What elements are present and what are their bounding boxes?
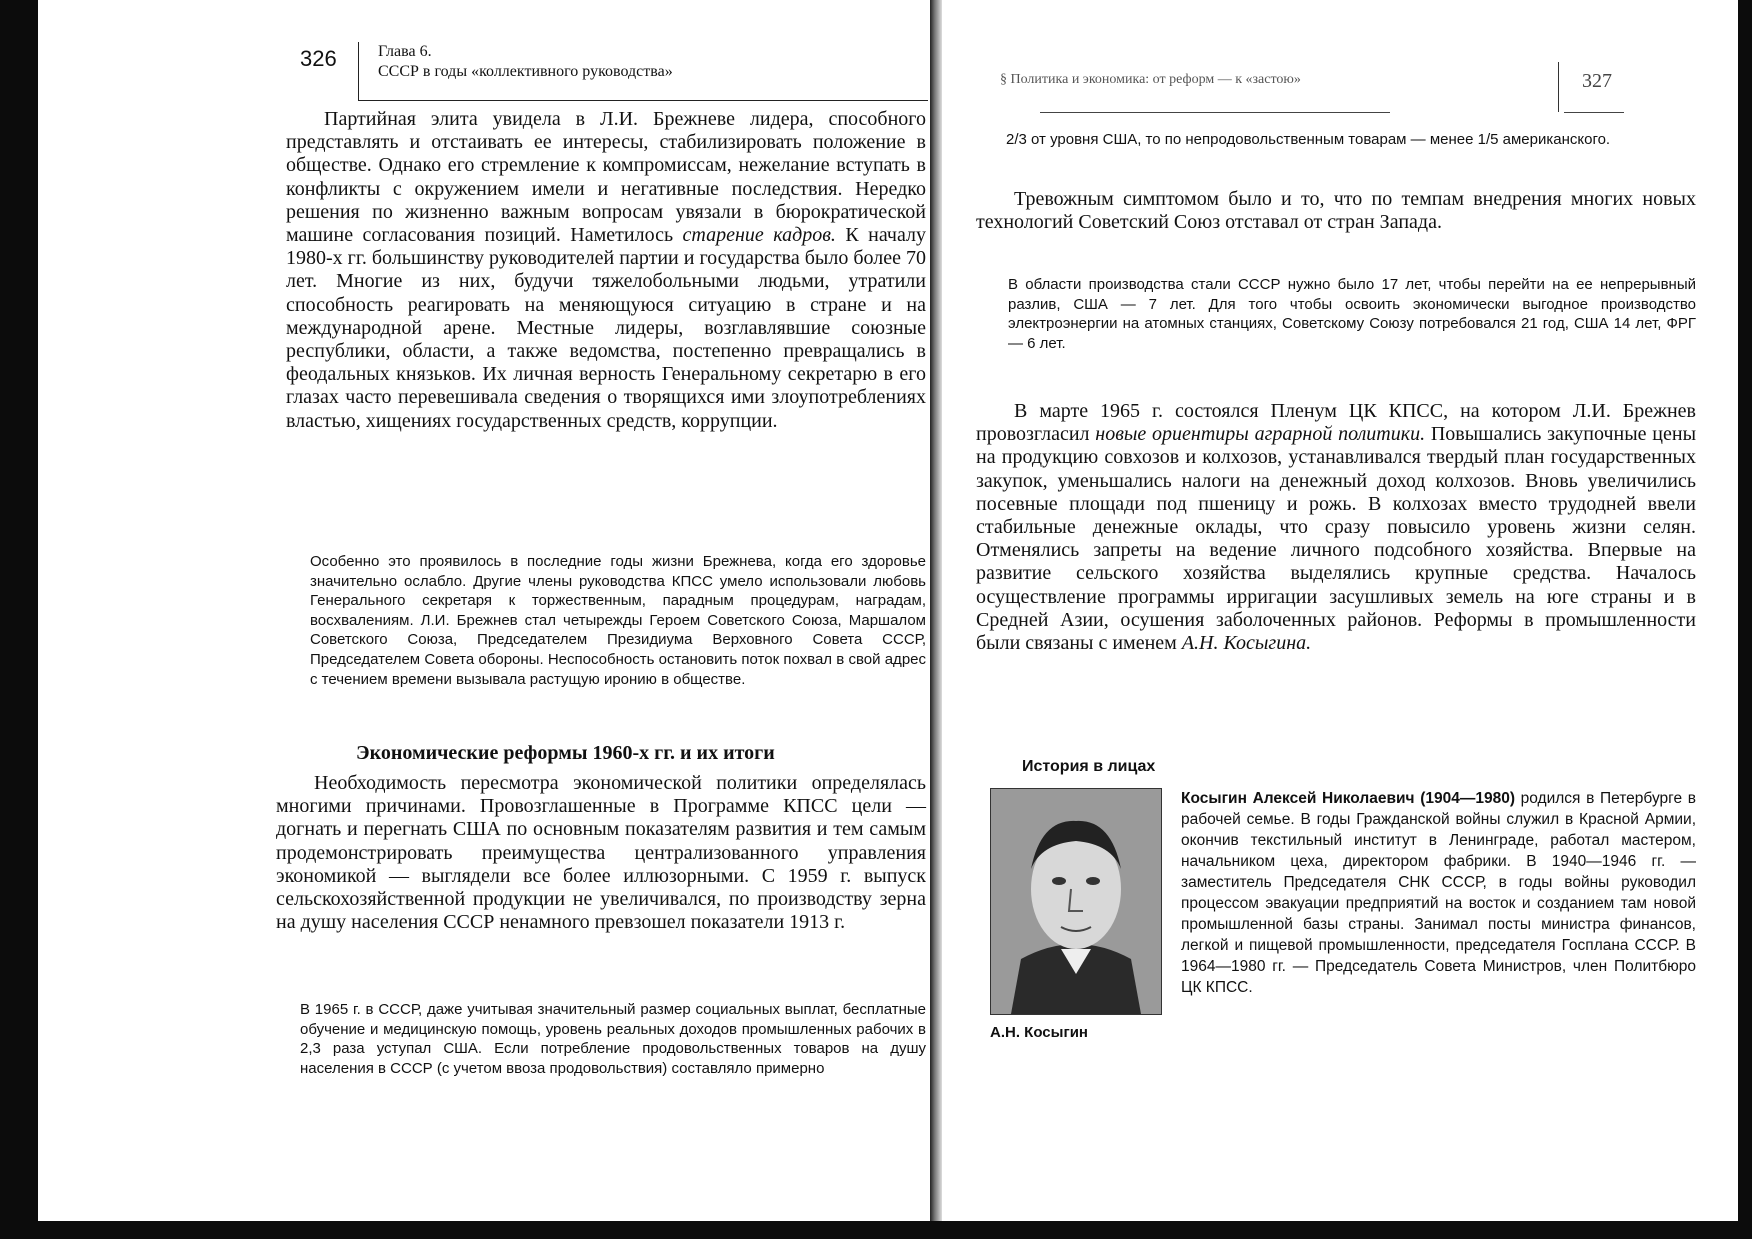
chapter-title: СССР в годы «коллективного руководства» <box>378 63 673 80</box>
header-rule <box>358 100 928 101</box>
scan-border-left <box>0 0 38 1239</box>
page-number-right: 327 <box>1582 70 1612 92</box>
note-income: В 1965 г. в СССР, даже учитывая значительный размер социальных выплат, бесплатные обучение и медицинскую помощь, уровень реальных доходов промышленных рабочих в 2,3 раза уступал США. Если потребление продовольственных товаров на душу населения в СССР (с учетом ввоза продовольствия) составляло примерно <box>300 1001 926 1077</box>
text-run: Необходимость пересмотра экономической политики определялась многими причинами. Провозглашенные в Программе КПСС цели — догнать и перегнать США по основным показателям развития и тем самым продемонстрировать преимущества централизованного управления экономикой — выглядели все более иллюзорными. С 1959 г. выпуск сельскохозяйственной продукции не увеличивался, по производству зерна на душу населения СССР ненамного превзошел показатели 1913 г. <box>276 772 926 934</box>
page-number-left: 326 <box>300 46 337 71</box>
text-run: Повышались закупочные цены на продукцию совхозов и колхозов, устанавливался твердый план государственных закупок, уменьшались налоги на денежный доход колхозов. Вновь увеличились посевные площади под пшеницу и рожь. В колхозах вместо трудодней ввели стабильные денежные оклады, что сразу повысило уровень жизни селян. Отменялись запреты на ведение личного подсобного хозяйства. Впервые на развитие сельского хозяйства выделялись крупные средства. Началось осуществление программы ирригации засушливых земель на юге страны и в Средней Азии, осушения заболоченных районов. Реформы в промышленности были связаны с именем <box>976 423 1697 655</box>
text-run: В марте 1965 г. состоялся Пленум ЦК КПСС, на котором Л.И. Брежнев провозгласил <box>976 400 1696 446</box>
header-divider <box>1558 62 1559 112</box>
left-page <box>38 0 930 1221</box>
right-page <box>942 0 1738 1221</box>
emphasis: А.Н. Косыгина. <box>1181 632 1312 655</box>
bio-name: Косыгин Алексей Николаевич (1904—1980) <box>1181 790 1515 807</box>
chapter-label: Глава 6. <box>378 43 432 60</box>
emphasis: старение кадров. <box>682 224 836 247</box>
paragraph-economy <box>276 772 926 934</box>
paragraph-plenum <box>976 400 1696 655</box>
chapter-header <box>378 42 673 82</box>
note-brezhnev: Особенно это проявилось в последние годы жизни Брежнева, когда его здоровье значительно ослабло. Другие члены руководства КПСС умело использовали любовь Генерального секретаря к торжественным, парадным процедурам, наградам, восхвалениям. Л.И. Брежнев стал четырежды Героем Советского Союза, Маршалом Советского Союза, Председателем Президиума Верховного Совета СССР, Председателем Совета обороны. Неспособность остановить поток похвал в свой адрес с течением времени вызывала растущую иронию в обществе. <box>310 553 926 688</box>
scan-border-right <box>1738 0 1752 1239</box>
paragraph-elite <box>286 108 926 433</box>
kosygin-biography <box>976 788 1696 1053</box>
emphasis: новые ориентиры аграрной политики. <box>1095 423 1426 446</box>
scan-border-bottom <box>0 1221 1752 1239</box>
text-run: Партийная элита увидела в Л.И. Брежневе лидера, способного представлять и отстаивать ее интересы, стабилизировать положение в обществе. Однако его стремление к компромиссам, нежелание вступать в конфликты с окружением имели и негативные последствия. Нередко решения по жизненно важным вопросам увязали в бюрократической машине согласования позиций. Наметилось <box>286 108 926 247</box>
book-gutter <box>930 0 942 1225</box>
text-run: Тревожным симптомом было и то, что по темпам внедрения многих новых технологий Советский Союз отставал от стран Запада. <box>976 188 1696 234</box>
portrait-caption: А.Н. Косыгин <box>990 1024 1088 1041</box>
bio-text: родился в Петербурге в рабочей семье. В годы Гражданской войны служил в Красной Армии, окончив текстильный институт в Ленинграде, работал мастером, начальником цеха, директором фабрики. В 1940—1946 гг. — заместитель Председателя СНК СССР, в годы войны руководил процессом эвакуации предприятий на восток и созданием там новой промышленной базы страны. Занимал посты министра финансов, легкой и пищевой промышленности, председателя Госплана СССР. В 1964—1980 гг. — Председатель Совета Министров, член Политбюро ЦК КПСС. <box>1181 790 1696 996</box>
history-heading: История в лицах <box>1022 758 1156 775</box>
header-rule <box>1564 112 1624 113</box>
running-head: § Политика и экономика: от реформ — к «застою» <box>1000 72 1301 87</box>
header-divider <box>358 42 359 100</box>
portrait-float-spacer <box>976 788 1181 1053</box>
paragraph-technology <box>976 188 1696 234</box>
text-run: К началу 1980-х гг. большинству руководителей партии и государства было более 70 лет. Многие из них, будучи тяжелобольными людьми, утратили способность реагировать на меняющуюся ситуацию в стране и на международной арене. Местные лидеры, возглавлявшие союзные республики, области, а также ведомства, постепенно превращались в феодальных князьков. Их личная верность Генеральному секретарю в его глазах часто перевешивала сведения о творящихся ими злоупотреблениях властью, хищениях государственных средств, коррупции. <box>286 224 926 432</box>
header-rule <box>1040 112 1390 113</box>
section-heading: Экономические реформы 1960-х гг. и их итоги <box>356 742 775 764</box>
note-continuation: 2/3 от уровня США, то по непродовольственным товарам — менее 1/5 американского. <box>1006 131 1611 148</box>
note-steel: В области производства стали СССР нужно было 17 лет, чтобы перейти на ее непрерывный разлив, США — 7 лет. Для того чтобы освоить экономически выгодное производство электроэнергии на атомных станциях, Советскому Союзу потребовался 21 год, США 14 лет, ФРГ — 6 лет. <box>1008 276 1696 352</box>
